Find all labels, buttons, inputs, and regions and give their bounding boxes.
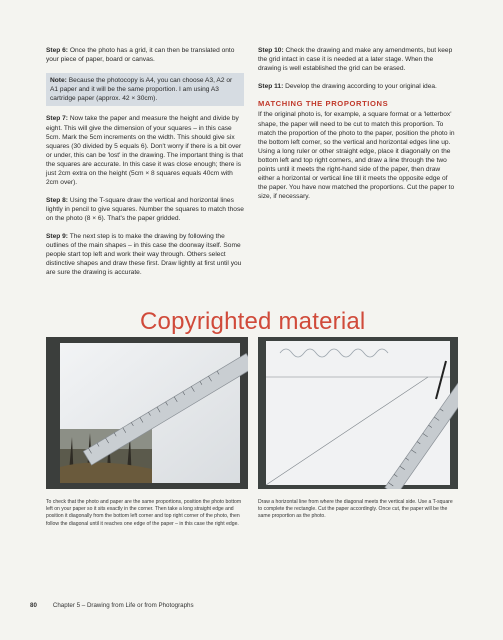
note-box — [46, 73, 244, 106]
step-9-text: The next step is to make the drawing by following the outlines of the main shapes – in this case the doorway itself. Some people start top left and work their way through. Others select distinctive shapes and draw these first. Draw lightly at first until you are sure the drawing is accurate. — [46, 232, 242, 276]
step-8-text: Using the T-square draw the vertical and horizontal lines lightly in pencil to give squares. Number the squares to match those on the photo (8 × 6). That's the paper gridded. — [46, 196, 244, 222]
step-10-label: Step 10: — [258, 47, 284, 54]
chapter-title: Chapter 5 – Drawing from Life or from Photographs — [52, 602, 194, 609]
step-8-label: Step 8: — [46, 196, 68, 204]
step-9-label: Step 9: — [46, 232, 68, 240]
photo-left-illustration — [46, 337, 248, 489]
photo-paper-with-lines — [258, 337, 458, 489]
section-heading: MATCHING THE PROPORTIONS — [258, 99, 389, 109]
caption-left: To check that the photo and paper are the same proportions, position the photo bottom left on your paper so it sits exactly in the corner. Then take a long straight edge and position it diagonally from the bottom left corner and top right corner of the photo, then follow the diagonal until it reaches one edge of the paper – in this case the right edge. — [46, 499, 242, 527]
step-6-text: Once the photo has a grid, it can then be translated onto your piece of paper, board or canvas. — [46, 47, 235, 64]
photo-paper-with-diagonal-ruler — [46, 337, 248, 489]
page-number: 80 — [30, 602, 37, 609]
proportions-body: If the original photo is, for example, a square format or a 'letterbox' shape, the paper will need to be cut to match this proportion. To match the proportion of the photo to the paper, position the photo in the bottom left corner, so the vertical and horizontal edges line up. Using a long ruler or other straight edge, place it diagonally on the bottom left and top right corners, and draw a line through the two points until it meets the right-hand side of the paper, then draw either a horizontal or vertical line till it meets the opposite edge of the paper. You have now matched the proportions. Cut the paper to size, if necessary. — [258, 111, 455, 201]
caption-right: Draw a horizontal line from where the diagonal meets the vertical side. Use a T-square to complete the rectangle. Cut the paper accordingly. Once cut, the paper will be the same proportion as the photo. — [258, 499, 453, 520]
step-11-text: Develop the drawing according to your original idea. — [283, 82, 437, 90]
photo-right-illustration — [258, 337, 458, 489]
step-11-label: Step 11: — [258, 82, 284, 90]
copyright-watermark: Copyrighted material — [140, 308, 366, 335]
step-6 — [46, 46, 244, 64]
step-7 — [46, 114, 244, 187]
step-6-label: Step 6: — [46, 47, 68, 54]
step-9 — [46, 232, 244, 277]
step-8 — [46, 196, 244, 223]
left-text-column — [46, 46, 244, 285]
step-7-text: Now take the paper and measure the height and divide by eight. This will give the dimension of your squares – in this case 5cm. Mark the 5cm increments on the width. This should give six squares (30 divided by 5 equals 6). Don't worry if there is a bit over or under, this can be 'lost' in the drawing. The important thing is that the squares are accurate. In this case it was close enough; there is just 2cm extra on the height (5cm × 8 squares equals 40cm with 2cm over). — [46, 115, 244, 187]
step-11 — [258, 82, 458, 91]
right-text-column — [258, 46, 458, 210]
note-text: Because the photocopy is A4, you can choose A3, A2 or A1 paper and it will be the same proportion. I am using A3 cartridge paper (approx. 42 × 30cm). — [50, 76, 233, 102]
step-7-label: Step 7: — [46, 115, 68, 123]
step-10-text: Check the drawing and make any amendments, but keep the grid intact in case it is needed at a later stage. When the drawing is well established the grid can be erased. — [258, 47, 453, 73]
step-10 — [258, 46, 458, 73]
note-label: Note: — [50, 76, 67, 84]
page-footer — [30, 602, 194, 609]
